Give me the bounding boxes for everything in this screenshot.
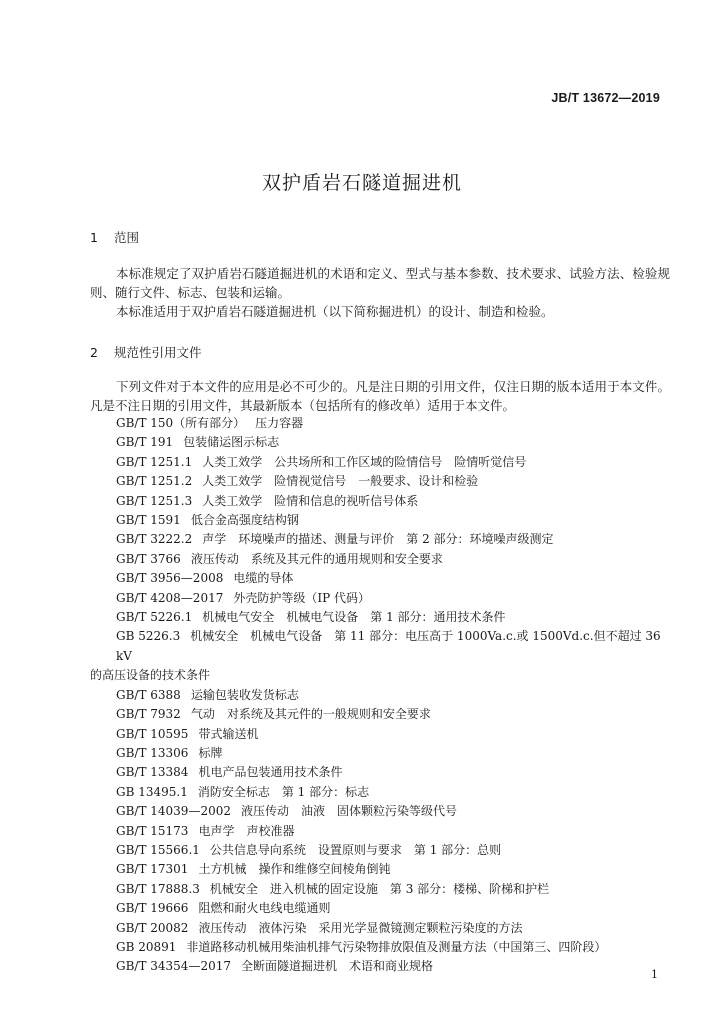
section-1-title: 范围 <box>114 230 140 245</box>
reference-item <box>90 453 670 472</box>
reference-code: GB/T 14039—2002 <box>116 804 231 819</box>
reference-code: GB 5226.3 <box>116 629 181 644</box>
section-2-paragraph-1: 下列文件对于本文件的应用是必不可少的。凡是注日期的引用文件，仅注日期的版本适用于本文件。凡是不注日期的引用文件，其最新版本（包括所有的修改单）适用于本文件。 <box>90 379 670 413</box>
reference-item <box>90 414 670 433</box>
reference-item <box>90 705 670 724</box>
reference-code: GB/T 19666 <box>116 901 189 916</box>
reference-item <box>90 860 670 879</box>
reference-code: GB/T 6388 <box>116 687 181 702</box>
reference-title: 土方机械 操作和维修空间棱角倒钝 <box>198 862 391 877</box>
reference-item <box>90 511 670 530</box>
reference-title: 外壳防护等级（IP 代码） <box>233 590 370 605</box>
reference-code: GB/T 1251.1 <box>116 454 193 469</box>
reference-title: 液压传动 液体污染 采用光学显微镜测定颗粒污染度的方法 <box>198 920 523 935</box>
reference-item <box>90 841 670 860</box>
reference-item <box>90 899 670 918</box>
reference-item <box>90 744 670 763</box>
standard-code: JB/T 13672—2019 <box>551 91 660 105</box>
reference-code: GB 13495.1 <box>116 784 188 799</box>
reference-code: GB/T 5226.1 <box>116 610 193 625</box>
reference-title: 人类工效学 险情视觉信号 一般要求、设计和检验 <box>202 474 479 489</box>
reference-item <box>90 919 670 938</box>
reference-title: 包装储运图示标志 <box>183 435 280 450</box>
reference-item <box>90 472 670 491</box>
reference-item <box>90 686 670 705</box>
reference-code: GB/T 1251.2 <box>116 474 193 489</box>
reference-code: GB/T 3222.2 <box>116 532 193 547</box>
reference-code: GB/T 1591 <box>116 513 181 528</box>
reference-title: 非道路移动机械用柴油机排气污染物排放限值及测量方法（中国第三、四阶段） <box>186 939 607 954</box>
reference-title-continuation: 的高压设备的技术条件 <box>90 668 211 683</box>
reference-title: 机械安全 进入机械的固定设施 第 3 部分：楼梯、阶梯和护栏 <box>209 881 550 896</box>
reference-item <box>90 725 670 744</box>
reference-title: 标牌 <box>198 745 223 760</box>
reference-title: 电缆的导体 <box>233 571 294 586</box>
reference-title: 液压传动 系统及其元件的通用规则和安全要求 <box>190 551 443 566</box>
reference-title: 气动 对系统及其元件的一般规则和安全要求 <box>190 707 431 722</box>
reference-code: GB/T 3766 <box>116 551 181 566</box>
reference-item <box>90 589 670 608</box>
reference-title: 公共信息导向系统 设置原则与要求 第 1 部分：总则 <box>209 842 502 857</box>
page-number: 1 <box>651 968 658 981</box>
reference-title: 人类工效学 险情和信息的视听信号体系 <box>202 493 419 508</box>
reference-item <box>90 569 670 588</box>
reference-item <box>90 433 670 452</box>
reference-code: GB/T 17888.3 <box>116 881 200 896</box>
reference-item <box>90 627 670 685</box>
section-1-paragraph-1: 本标准规定了双护盾岩石隧道掘进机的术语和定义、型式与基本参数、技术要求、试验方法、检验规则、随行文件、标志、包装和运输。 <box>90 266 670 300</box>
reference-item <box>90 530 670 549</box>
reference-title: 电声学 声校准器 <box>198 823 295 838</box>
reference-title: 全断面隧道掘进机 术语和商业规格 <box>240 959 433 974</box>
reference-code: GB/T 13306 <box>116 745 189 760</box>
reference-title: 带式输送机 <box>198 726 259 741</box>
reference-code: GB/T 13384 <box>116 765 189 780</box>
reference-code: GB/T 191 <box>116 435 174 450</box>
reference-title: 消防安全标志 第 1 部分：标志 <box>197 784 370 799</box>
reference-item <box>90 957 670 976</box>
section-2-heading <box>90 343 202 361</box>
reference-code: GB 20891 <box>116 939 177 954</box>
reference-code: GB/T 15173 <box>116 823 189 838</box>
reference-code: GB/T 4208—2017 <box>116 590 224 605</box>
reference-item <box>90 938 670 957</box>
reference-item <box>90 880 670 899</box>
reference-title: 阻燃和耐火电线电缆通则 <box>198 901 331 916</box>
reference-item <box>90 822 670 841</box>
reference-item <box>90 783 670 802</box>
reference-title: 压力容器 <box>255 416 304 430</box>
reference-item <box>90 608 670 627</box>
reference-code: GB/T 150（所有部分） <box>116 416 246 430</box>
reference-title: 机械电气安全 机械电气设备 第 1 部分：通用技术条件 <box>202 610 506 625</box>
reference-title: 声学 环境噪声的描述、测量与评价 第 2 部分：环境噪声级测定 <box>202 532 554 547</box>
reference-title: 运输包装收发货标志 <box>190 687 299 702</box>
section-1-paragraph-2: 本标准适用于双护盾岩石隧道掘进机（以下简称掘进机）的设计、制造和检验。 <box>116 304 554 319</box>
reference-title: 人类工效学 公共场所和工作区域的险情信号 险情听觉信号 <box>202 454 527 469</box>
reference-code: GB/T 1251.3 <box>116 493 193 508</box>
reference-list <box>90 414 670 977</box>
reference-item <box>90 763 670 782</box>
reference-title: 机械安全 机械电气设备 第 11 部分：电压高于 1000Va.c.或 1500Vd.c.但不超过 36 kV <box>116 629 661 663</box>
reference-item <box>90 550 670 569</box>
reference-code: GB/T 7932 <box>116 707 181 722</box>
reference-code: GB/T 15566.1 <box>116 842 200 857</box>
reference-item <box>90 492 670 511</box>
reference-code: GB/T 10595 <box>116 726 189 741</box>
section-1-number: 1 <box>90 230 98 245</box>
reference-title: 液压传动 油液 固体颗粒污染等级代号 <box>240 804 457 819</box>
reference-code: GB/T 20082 <box>116 920 189 935</box>
section-2-title: 规范性引用文件 <box>114 345 202 360</box>
reference-code: GB/T 17301 <box>116 862 189 877</box>
reference-item <box>90 802 670 821</box>
reference-title: 机电产品包装通用技术条件 <box>198 765 343 780</box>
document-title: 双护盾岩石隧道掘进机 <box>261 172 462 194</box>
section-2-number: 2 <box>90 345 98 360</box>
reference-code: GB/T 34354—2017 <box>116 959 231 974</box>
reference-code: GB/T 3956—2008 <box>116 571 224 586</box>
section-1-heading <box>90 228 139 246</box>
reference-title: 低合金高强度结构钢 <box>190 513 299 528</box>
